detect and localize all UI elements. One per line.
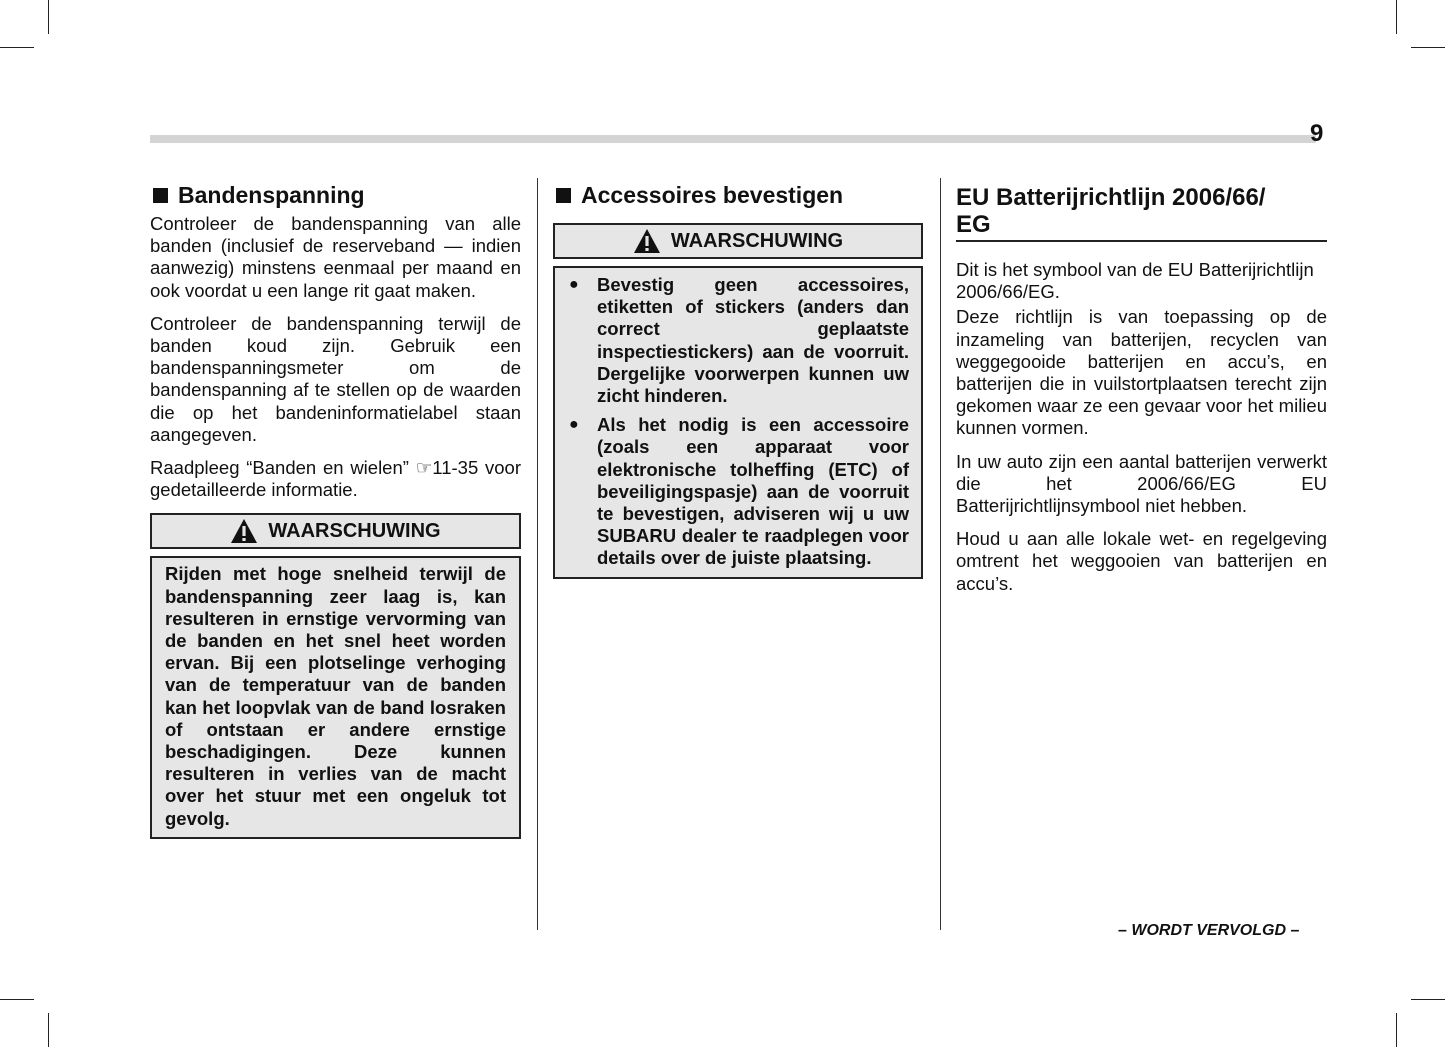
crop-mark bbox=[48, 0, 49, 34]
section-heading bbox=[150, 180, 521, 210]
paragraph: Dit is het symbool van de EU Batterijrichtlijn 2006/66/EG. bbox=[956, 259, 1314, 303]
list-item bbox=[565, 274, 909, 407]
bullet-icon: ● bbox=[569, 416, 579, 434]
warning-header bbox=[150, 513, 521, 549]
heading-text: EU Batterijrichtlijn 2006/66/ bbox=[956, 184, 1266, 211]
warning-title: WAARSCHUWING bbox=[268, 519, 441, 542]
bullet-text: Als het nodig is een accessoire (zoals een apparaat voor elektronische tolheffing (ETC) of beveiligingspasje) aan de voorruit te bevestigen, adviseren wij u uw SUBARU dealer te raadplegen voor details over de juiste plaatsing. bbox=[597, 414, 909, 569]
paragraph: Houd u aan alle lokale wet- en regelgeving omtrent het weggooien van batterijen en accu’s. bbox=[956, 528, 1327, 594]
warning-icon bbox=[633, 228, 661, 254]
paragraph: Controleer de bandenspanning terwijl de banden koud zijn. Gebruik een bandenspanningsmeter om de bandenspanning af te stellen op de waarden die op het bandeninformatielabel staan aangegeven. bbox=[150, 312, 521, 445]
paragraph: Deze richtlijn is van toepassing op de inzameling van batterijen, recyclen van weggegooide batterijen en accu’s, en batterijen die in vuilstortplaatsen terecht zijn gekomen waar ze een gevaar voor het milieu kunnen vormen. bbox=[956, 306, 1327, 439]
paragraph bbox=[150, 457, 521, 501]
bullet-text: Bevestig geen accessoires, etiketten of stickers (anders dan correct geplaatste inspectiestickers) aan de voorruit. Dergelijke voorwerpen kunnen uw zicht hinderen. bbox=[597, 274, 909, 407]
section-heading bbox=[956, 184, 1327, 242]
warning-title: WAARSCHUWING bbox=[670, 229, 844, 252]
header-bar bbox=[150, 135, 1316, 143]
crop-mark bbox=[1411, 47, 1445, 48]
crop-mark bbox=[0, 999, 34, 1000]
warning-text: Rijden met hoge snelheid terwijl de bandenspanning zeer laag is, kan resulteren in ernstige vervorming van de banden en het snel heet worden ervan. Bij een plotselinge verhoging van de temperatuur van de banden kan het loopvlak van de band losraken of ontstaan er andere ernstige beschadigingen. Deze kunnen resulteren in verlies van de macht over het stuur met een ongeluk tot gevolg. bbox=[165, 563, 506, 829]
warning-icon bbox=[230, 518, 258, 544]
ref-text: Raadpleeg “Banden en wielen” bbox=[150, 457, 416, 479]
column-eu-battery bbox=[956, 180, 1327, 606]
heading-text: Bandenspanning bbox=[178, 182, 365, 208]
crop-mark bbox=[0, 47, 34, 48]
heading-text: Accessoires bevestigen bbox=[581, 182, 844, 208]
paragraph: In uw auto zijn een aantal batterijen verwerkt die het 2006/66/EG EU Batterijrichtlijnsymbool niet hebben. bbox=[956, 450, 1327, 517]
list-item bbox=[565, 414, 909, 569]
section-heading bbox=[553, 180, 923, 210]
page-reference: ☞11-35 bbox=[415, 457, 479, 479]
warning-box bbox=[553, 266, 923, 579]
crop-mark bbox=[1396, 1013, 1397, 1047]
crop-mark bbox=[1411, 999, 1445, 1000]
column-tire-pressure bbox=[150, 180, 521, 839]
warning-box bbox=[150, 556, 521, 838]
heading-text: EG bbox=[956, 211, 991, 238]
crop-mark bbox=[1396, 0, 1397, 34]
crop-mark bbox=[48, 1013, 49, 1047]
column-accessories bbox=[553, 180, 923, 579]
column-divider bbox=[537, 178, 538, 930]
warning-header bbox=[553, 223, 923, 259]
bullet-icon: ● bbox=[569, 276, 579, 293]
ref-text: voor gedetailleerde informatie. bbox=[150, 457, 521, 501]
paragraph: Controleer de bandenspanning van alle banden (inclusief de reserveband — indien aanwezig) minstens eenmaal per maand en ook voordat u een lange rit gaat maken. bbox=[150, 213, 521, 301]
column-divider bbox=[940, 178, 941, 930]
square-bullet-icon bbox=[153, 188, 168, 203]
continued-note: – WORDT VERVOLGD – bbox=[1118, 922, 1300, 939]
page-number: 9 bbox=[1310, 120, 1324, 147]
square-bullet-icon bbox=[556, 188, 571, 203]
